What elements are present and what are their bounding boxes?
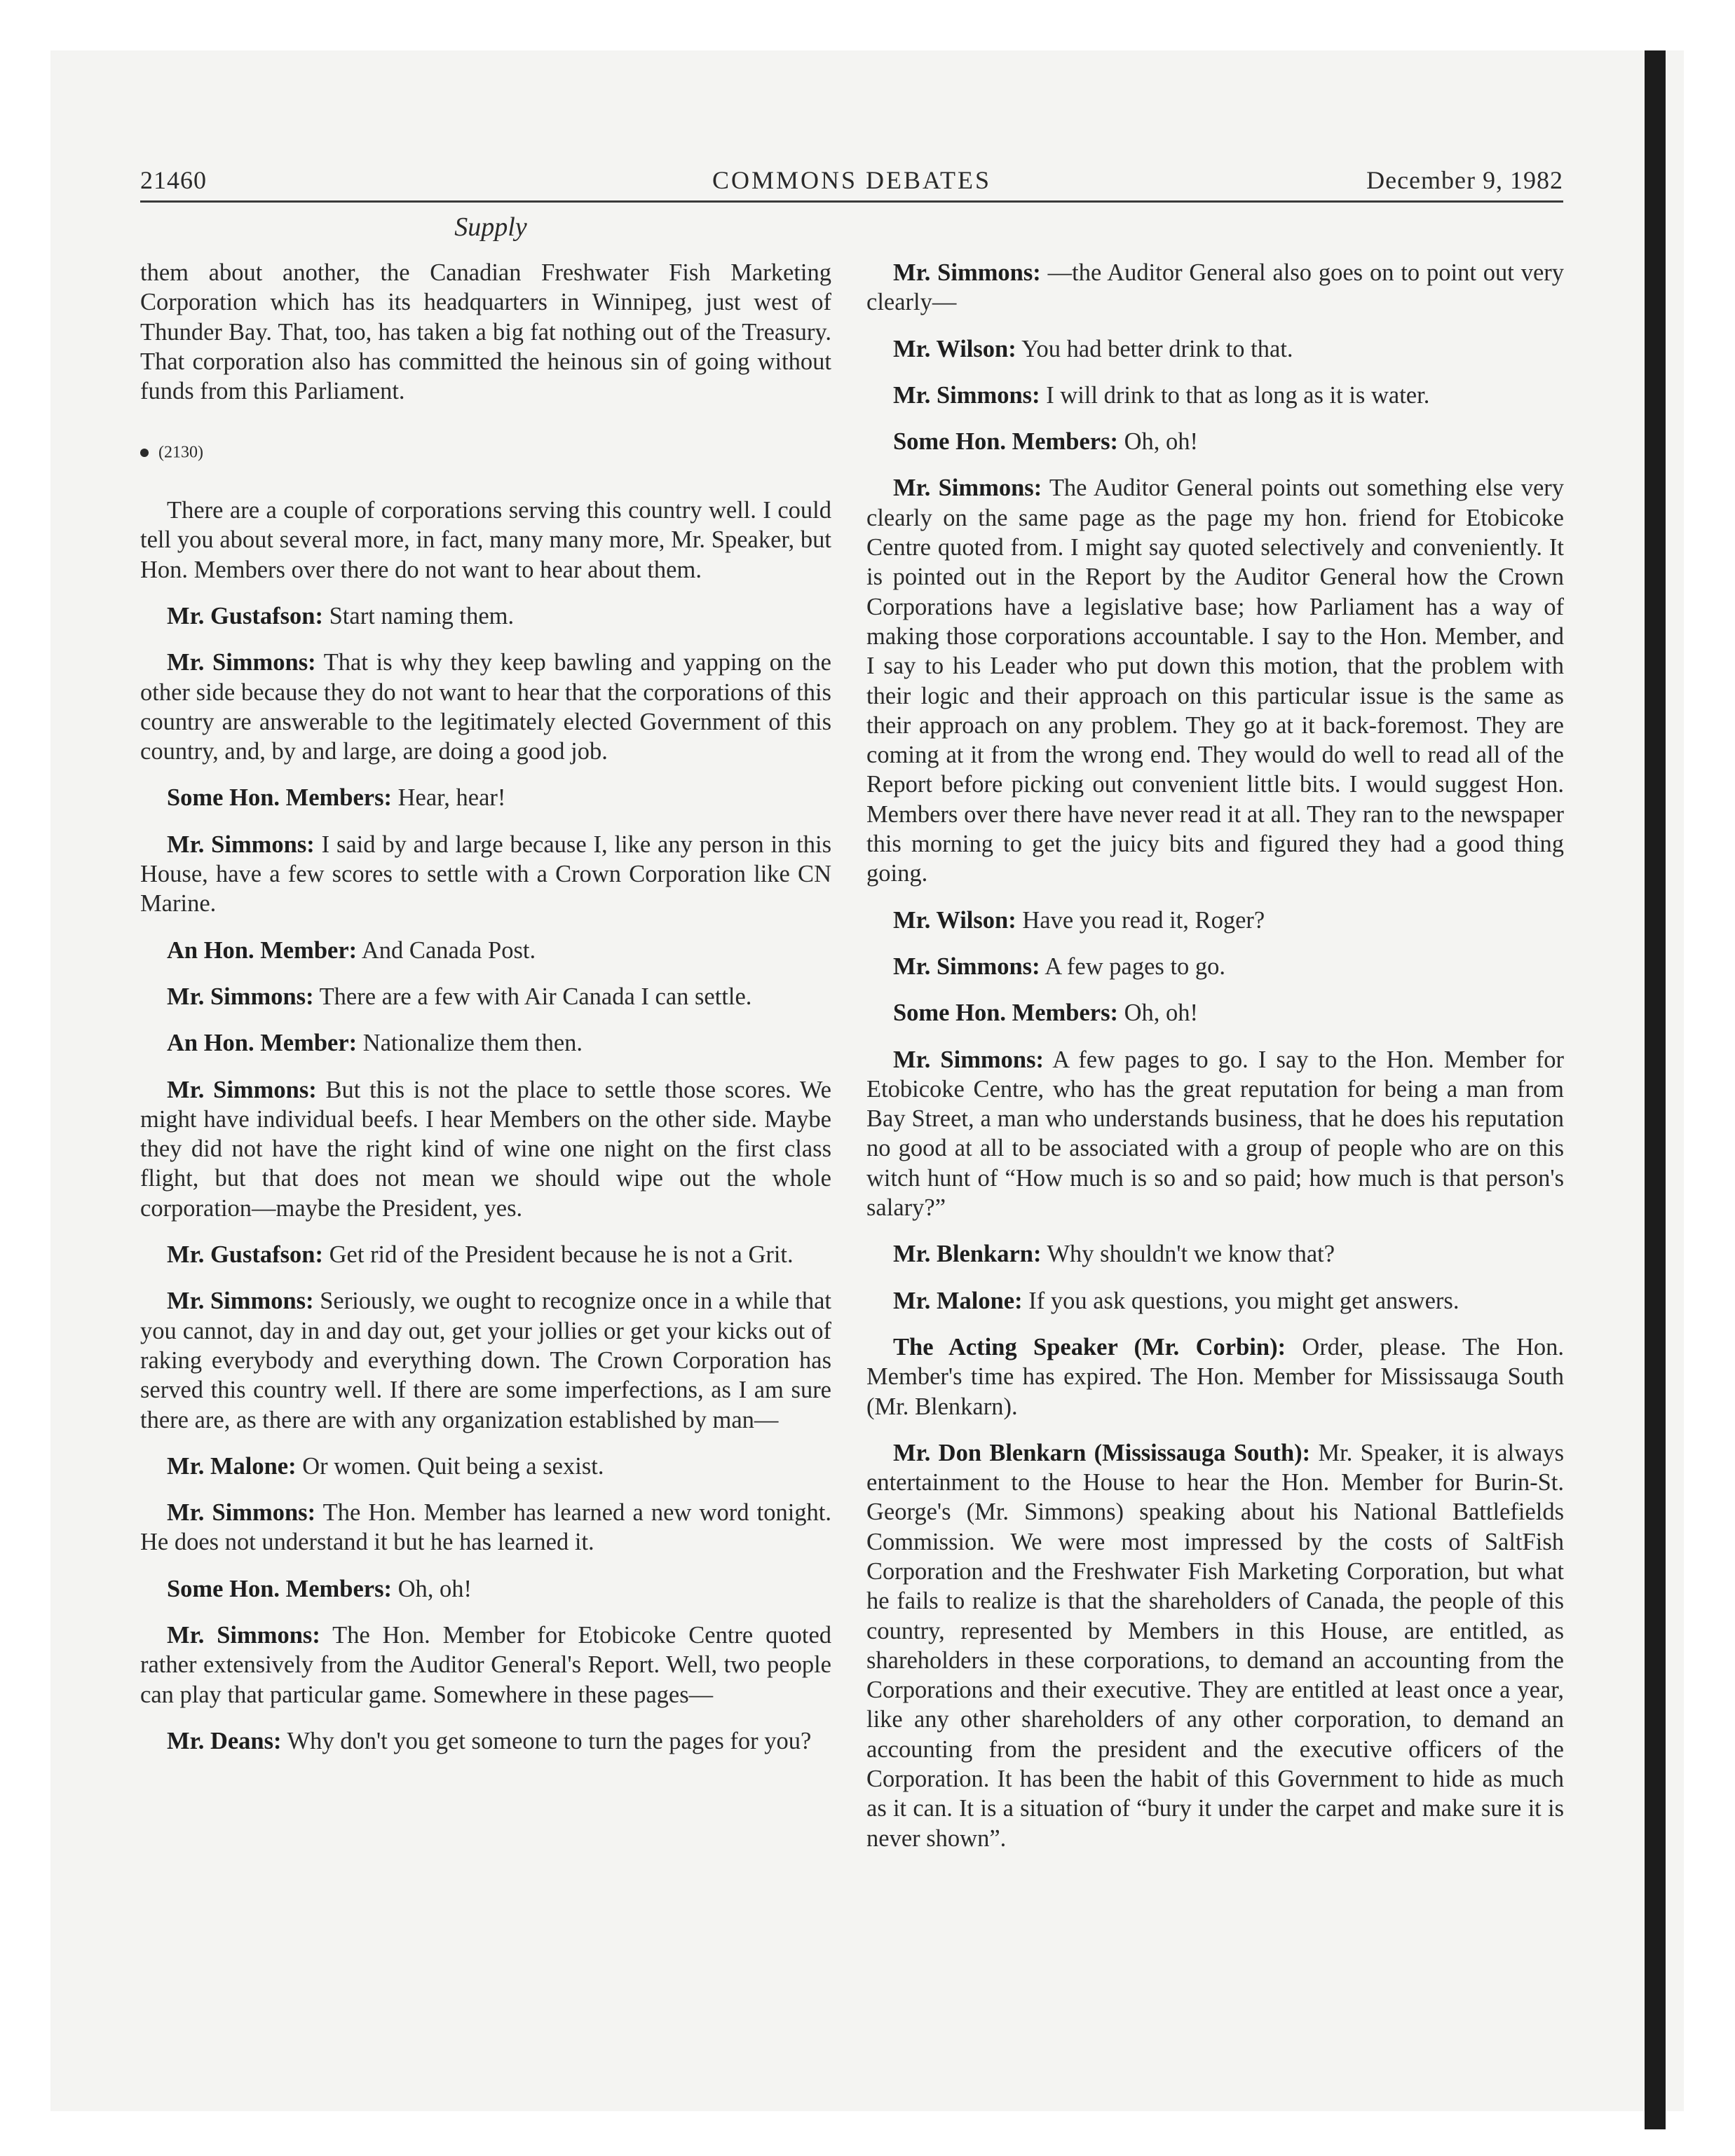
- speaker-name: Mr. Simmons:: [893, 953, 1040, 980]
- speech-text: Oh, oh!: [1117, 428, 1199, 456]
- speech-text: Or women. Quit being a sexist.: [296, 1452, 604, 1480]
- speaker-name: The Acting Speaker (Mr. Corbin):: [893, 1333, 1286, 1360]
- paragraph: [866, 334, 1564, 364]
- paragraph: [140, 783, 831, 812]
- speech-text: There are a couple of corporations serving this country well. I could tell you about several more, in fact, many many more, Mr. Speaker, but Hon. Members over there do not want to hear about them.: [140, 497, 831, 583]
- speech-text: Why don't you get someone to turn the pages for you?: [281, 1727, 812, 1754]
- paragraph: [140, 982, 831, 1011]
- speech-text: The Hon. Member has learned a new word tonight. He does not understand it but he has learned it.: [140, 1499, 831, 1556]
- speech-text: Have you read it, Roger?: [1016, 906, 1265, 934]
- speaker-name: Mr. Deans:: [167, 1727, 282, 1754]
- speaker-name: Mr. Malone:: [167, 1452, 297, 1480]
- paragraph: [866, 952, 1564, 981]
- paragraph: [140, 1574, 831, 1604]
- speaker-name: Mr. Simmons:: [167, 1288, 314, 1315]
- speech-text: A few pages to go. I say to the Hon. Member for Etobicoke Centre, who has the great reputation for being a man from Bay Street, a man who understands business, that he does his reputation no good at all to be associated with a group of people who are on this witch hunt of “How much is so and so paid; how much is that person's salary?”: [866, 1046, 1564, 1222]
- speech-text: The Auditor General points out something else very clearly on the same page as the page my hon. friend for Etobicoke Centre quoted from. I might say quoted selectively and conveniently. It is pointed out in the Report by the Auditor General how the Crown Corporations have a legislative base; how Parliament has a way of making those corporations accountable. I say to the Hon. Member, and I say to his Leader who put down this motion, that the problem with their logic and their approach on this particular issue is the same as their approach on any problem. They go at it back-foremost. They are coming at it from the wrong end. They would do well to read all of the Report before picking out convenient little bits. I would suggest Hon. Members over there have never read it at all. They ran to the newspaper this morning to get the juicy bits and figured they had a good thing going.: [866, 475, 1564, 887]
- speaker-name: Mr. Simmons:: [167, 1622, 320, 1649]
- speech-text: I said by and large because I, like any person in this House, have a few scores to settle with a Crown Corporation like CN Marine.: [140, 831, 832, 917]
- speech-text: A few pages to go.: [1040, 953, 1226, 980]
- paragraph: [866, 258, 1564, 318]
- paragraph: [140, 1028, 831, 1058]
- left-column: [140, 258, 831, 1773]
- speaker-name: Mr. Simmons:: [893, 1046, 1045, 1073]
- speaker-name: Mr. Don Blenkarn (Mississauga South):: [893, 1439, 1311, 1466]
- speech-text: Seriously, we ought to recognize once in a while that you cannot, day in and day out, get your jollies or get your kicks out of raking everybody and everything down. The Crown Corporation has served this country well. If there are some imperfections, as I am sure there are, as there are with any organization established by man—: [140, 1288, 831, 1433]
- speaker-name: Mr. Simmons:: [167, 649, 316, 676]
- paragraph: [140, 830, 831, 919]
- speech-text: There are a few with Air Canada I can settle.: [313, 983, 752, 1010]
- paragraph: [866, 473, 1564, 888]
- speaker-name: Mr. Simmons:: [167, 983, 314, 1010]
- paragraph: [866, 1438, 1564, 1853]
- speech-text: And Canada Post.: [357, 936, 536, 964]
- speech-text: That is why they keep bawling and yapping on the other side because they do not want to hear that the corporations of this country are answerable to the legitimately elected Government of this country, and, by and large, are doing a good job.: [140, 649, 831, 765]
- paragraph: [866, 906, 1564, 935]
- section-title: Supply: [454, 212, 527, 242]
- speaker-name: Mr. Simmons:: [167, 1076, 317, 1103]
- speech-text: Oh, oh!: [1117, 999, 1199, 1027]
- speaker-name: Mr. Simmons:: [893, 475, 1042, 502]
- speech-text: —the Auditor General also goes on to point out very clearly—: [866, 259, 1565, 316]
- speaker-name: Some Hon. Members:: [893, 428, 1118, 456]
- paragraph: [140, 1286, 831, 1434]
- speaker-name: Some Hon. Members:: [167, 784, 392, 812]
- speech-text: Mr. Speaker, it is always entertainment to the House to hear the Hon. Member for Burin-St. George's (Mr. Simmons) speaking about his National Battlefields Commission. We were most impressed by the costs of SaltFish Corporation and the Freshwater Fish Marketing Corporation, but what he fails to realize is that the shareholders of Canada, the people of this country, represented by Members in this House, are entitled, as shareholders in these corporations, to demand an accounting from the Corporations and their executive. They are entitled at least once a year, like any other shareholders of any other corporation, to demand an accounting from the president and the executive officers of the Corporation. It has been the habit of this Government to hide as much as it can. It is a situation of “bury it under the carpet and make sure it is never shown”.: [866, 1439, 1564, 1852]
- paragraph: [866, 381, 1564, 410]
- speaker-name: Some Hon. Members:: [893, 999, 1118, 1027]
- speaker-name: Some Hon. Members:: [167, 1575, 392, 1602]
- paragraph: [866, 998, 1564, 1028]
- paragraph: [140, 601, 831, 631]
- paragraph: [866, 1286, 1564, 1316]
- binding-edge: [1645, 50, 1666, 2129]
- speech-text: Start naming them.: [323, 603, 515, 629]
- speaker-name: Mr. Simmons:: [893, 381, 1040, 409]
- speaker-name: Mr. Gustafson:: [167, 603, 323, 629]
- paragraph: [140, 1075, 831, 1223]
- speaker-name: Mr. Gustafson:: [167, 1241, 323, 1269]
- speaker-name: Mr. Simmons:: [167, 831, 315, 858]
- speaker-name: An Hon. Member:: [167, 936, 358, 964]
- speaker-name: Mr. Simmons:: [167, 1499, 316, 1527]
- paragraph: [140, 496, 831, 585]
- paragraph: [140, 1621, 831, 1710]
- header-date: December 9, 1982: [1366, 166, 1563, 194]
- speaker-name: Mr. Wilson:: [893, 906, 1016, 934]
- bullet-icon: [140, 449, 149, 457]
- paragraph: [866, 427, 1564, 456]
- paragraph: [140, 936, 831, 965]
- speaker-name: Mr. Wilson:: [893, 335, 1016, 362]
- paragraph: [866, 1045, 1564, 1223]
- speech-text: Nationalize them then.: [357, 1030, 583, 1057]
- speech-text: I will drink to that as long as it is water.: [1040, 381, 1430, 409]
- paragraph: [140, 1726, 831, 1756]
- speaker-name: Mr. Blenkarn:: [893, 1241, 1042, 1268]
- speaker-name: Mr. Malone:: [893, 1287, 1023, 1314]
- speech-text: Get rid of the President because he is not a Grit.: [323, 1241, 794, 1269]
- paragraph: [140, 648, 831, 766]
- right-column: [866, 258, 1564, 1870]
- paragraph: [866, 1332, 1564, 1421]
- time-marker: [140, 437, 831, 468]
- speaker-name: Mr. Simmons:: [893, 259, 1041, 286]
- publication-title: COMMONS DEBATES: [712, 166, 992, 194]
- speech-text: Oh, oh!: [391, 1575, 472, 1602]
- paragraph: [140, 258, 831, 406]
- speech-text: Order, please. The Hon. Member's time has expired. The Hon. Member for Mississauga South (Mr. Blenkarn).: [866, 1333, 1564, 1420]
- running-header: [140, 161, 1563, 203]
- speech-text: If you ask questions, you might get answers.: [1022, 1287, 1460, 1314]
- speech-text: them about another, the Canadian Freshwater Fish Marketing Corporation which has its headquarters in Winnipeg, just west of Thunder Bay. That, too, has taken a big fat nothing out of the Treasury. That corporation also has committed the heinous sin of going without funds from this Parliament.: [140, 259, 831, 405]
- speaker-name: An Hon. Member:: [167, 1030, 358, 1057]
- speech-text: The Hon. Member for Etobicoke Centre quoted rather extensively from the Auditor General's Report. Well, two people can play that particular game. Somewhere in these pages—: [140, 1622, 832, 1708]
- paragraph: [140, 1452, 831, 1481]
- paragraph: [866, 1239, 1564, 1269]
- paragraph: [140, 1498, 831, 1557]
- page-number: 21460: [140, 166, 207, 194]
- paragraph: [140, 1240, 831, 1269]
- time-code: (2130): [158, 443, 203, 462]
- speech-text: Hear, hear!: [391, 784, 506, 812]
- speech-text: Why shouldn't we know that?: [1041, 1241, 1335, 1268]
- speech-text: You had better drink to that.: [1016, 335, 1293, 362]
- speech-text: But this is not the place to settle those scores. We might have individual beefs. I hear Members on the other side. Maybe they did not have the right kind of wine one night on the first class flight, but that does not mean we should wipe out the whole corporation—maybe the President, yes.: [140, 1076, 831, 1222]
